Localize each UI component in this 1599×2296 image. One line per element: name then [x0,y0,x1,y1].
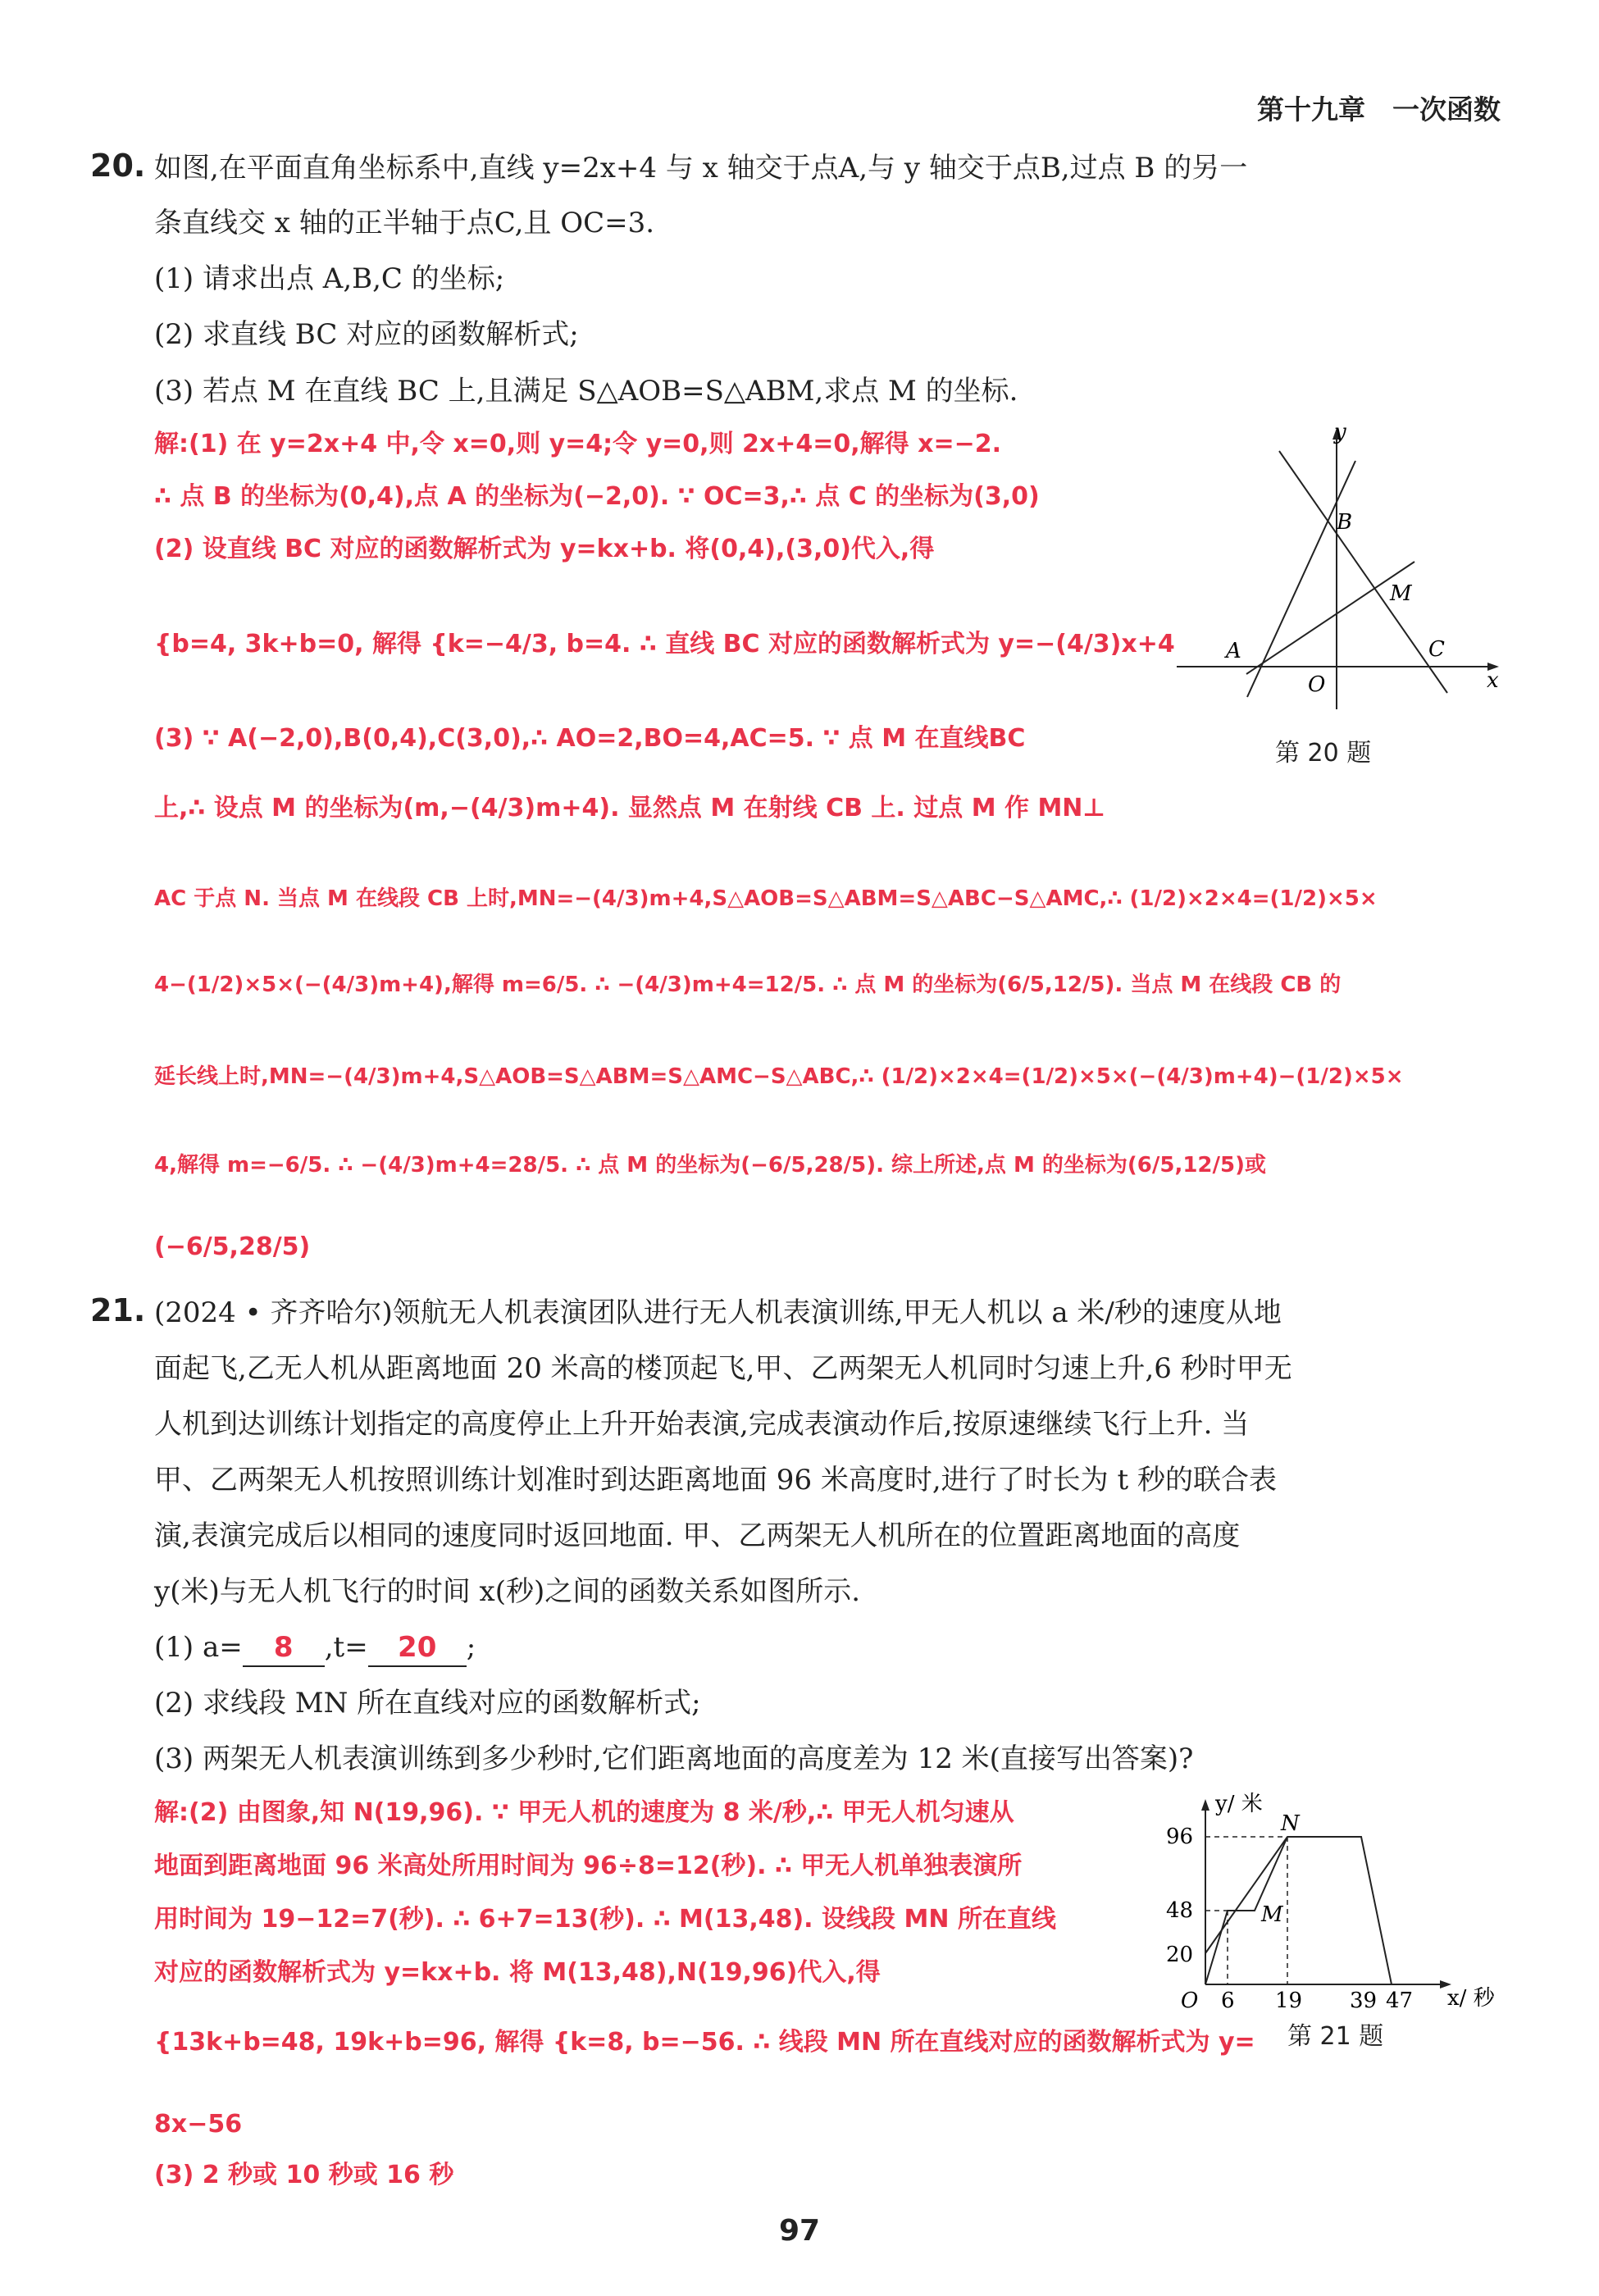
q21-answer-a: 8 [243,1629,325,1667]
line-am [1246,562,1414,674]
line-ab [1247,461,1355,697]
chapter-header: 第十九章 一次函数 [1257,93,1501,125]
fig21-y-tick: 96 [1166,1824,1194,1849]
fig21-x-tick: 19 [1275,1988,1303,2013]
q21-part1 [154,1629,476,1667]
q21-stem-line: 面起飞,乙无人机从距离地面 20 米高的楼顶起飞,甲、乙两架无人机同时匀速上升,6 秒时甲无 [154,1352,1292,1385]
q21-solution-line: {13k+b=48, 19k+b=96, 解得 {k=8, b=−56. ∴ 线段 MN 所在直线对应的函数解析式为 y= [154,2028,1255,2057]
q21-stem-line: 人机到达训练计划指定的高度停止上升开始表演,完成表演动作后,按原速继续飞行上升. 当 [154,1408,1250,1441]
fig21-x-tick: 39 [1350,1988,1378,2013]
q21-stem-line: 甲、乙两架无人机按照训练计划准时到达距离地面 96 米高度时,进行了时长为 t 秒的联合表 [154,1464,1277,1496]
q21-stem-line: 演,表演完成后以相同的速度同时返回地面. 甲、乙两架无人机所在的位置距离地面的高度 [154,1519,1241,1552]
fig21-y-label: y/ 米 [1215,1792,1263,1816]
q21-solution-line: (3) 2 秒或 10 秒或 16 秒 [154,2161,454,2189]
fig21-x-tick: 47 [1386,1988,1414,2013]
fig20-x-label: x [1487,668,1499,693]
q21-figure [1156,1788,1517,2013]
q20-stem-line1: 如图,在平面直角坐标系中,直线 y=2x+4 与 x 轴交于点A,与 y 轴交于点B,过点 B 的另一 [154,152,1248,184]
fig21-point-n: N [1281,1811,1300,1836]
q20-part3: (3) 若点 M 在直线 BC 上,且满足 S△AOB=S△ABM,求点 M 的坐标. [154,375,1018,408]
q20-solution-line: 4,解得 m=−6/5. ∴ −(4/3)m+4=28/5. ∴ 点 M 的坐标为(−6/5,28/5). 综上所述,点 M 的坐标为(6/5,12/5)或 [154,1153,1266,1178]
drone-yi-path [1205,1837,1287,1953]
page-number: 97 [778,2214,821,2248]
fig21-y-axis-arrow-icon [1201,1799,1210,1811]
q20-solution-line: {b=4, 3k+b=0, 解得 {k=−4/3, b=4. ∴ 直线 BC 对应的函数解析式为 y=−(4/3)x+4 [154,630,1175,658]
fig20-origin: O [1308,672,1326,697]
fig21-point-m: M [1261,1902,1283,1927]
q21-part1-prefix: (1) a= [154,1631,243,1664]
q20-figure-caption: 第 20 题 [1275,739,1372,768]
fig20-point-b: B [1337,510,1353,535]
q20-part1: (1) 请求出点 A,B,C 的坐标; [154,262,505,295]
fig20-y-label: y [1334,420,1346,444]
q20-solution-line: (2) 设直线 BC 对应的函数解析式为 y=kx+b. 将(0,4),(3,0)代入,得 [154,535,935,563]
q20-solution-line: 解:(1) 在 y=2x+4 中,令 x=0,则 y=4;令 y=0,则 2x+4=0,解得 x=−2. [154,430,1001,458]
q21-solution-line: 对应的函数解析式为 y=kx+b. 将 M(13,48),N(19,96)代入,得 [154,1958,881,1987]
q21-figure-caption: 第 21 题 [1287,2022,1384,2051]
fig21-y-tick: 20 [1166,1943,1194,1967]
q20-stem-line2: 条直线交 x 轴的正半轴于点C,且 OC=3. [154,207,655,239]
q20-part2: (2) 求直线 BC 对应的函数解析式; [154,318,579,351]
q20-solution-line: (−6/5,28/5) [154,1232,311,1261]
q21-solution-line: 用时间为 19−12=7(秒). ∴ 6+7=13(秒). ∴ M(13,48). 设线段 MN 所在直线 [154,1905,1056,1934]
fig21-origin: O [1181,1988,1199,2013]
q21-part1-end: ; [466,1631,476,1664]
fig20-point-m: M [1390,581,1412,606]
fig20-point-a: A [1226,639,1241,663]
q20-figure [1168,418,1513,713]
q21-answer-t: 20 [368,1629,467,1667]
shared-path [1287,1837,1392,1984]
q21-number: 21. [90,1292,146,1328]
q20-solution-line: ∴ 点 B 的坐标为(0,4),点 A 的坐标为(−2,0). ∵ OC=3,∴ 点 C 的坐标为(3,0) [154,482,1040,511]
q20-number: 20. [90,148,146,184]
q21-part3: (3) 两架无人机表演训练到多少秒时,它们距离地面的高度差为 12 米(直接写出答案)? [154,1742,1194,1775]
fig21-x-label: x/ 秒 [1447,1986,1495,2011]
q21-part2: (2) 求线段 MN 所在直线对应的函数解析式; [154,1687,701,1720]
q21-solution-line: 解:(2) 由图象,知 N(19,96). ∵ 甲无人机的速度为 8 米/秒,∴ 甲无人机匀速从 [154,1798,1014,1827]
q20-solution-line: 4−(1/2)×5×(−(4/3)m+4),解得 m=6/5. ∴ −(4/3)m+4=12/5. ∴ 点 M 的坐标为(6/5,12/5). 当点 M 在线段 CB 的 [154,973,1342,997]
q21-solution-line: 地面到距离地面 96 米高处所用时间为 96÷8=12(秒). ∴ 甲无人机单独表演所 [154,1852,1023,1880]
q20-solution-line: 上,∴ 设点 M 的坐标为(m,−(4/3)m+4). 显然点 M 在射线 CB 上. 过点 M 作 MN⊥ [154,794,1105,822]
fig21-x-tick: 6 [1221,1988,1235,2013]
q20-solution-line: (3) ∵ A(−2,0),B(0,4),C(3,0),∴ AO=2,BO=4,AC=5. ∵ 点 M 在直线BC [154,724,1026,753]
fig20-point-c: C [1428,637,1445,662]
q21-part1-mid: ,t= [324,1631,368,1664]
q20-solution-line: AC 于点 N. 当点 M 在线段 CB 上时,MN=−(4/3)m+4,S△AOB=S△ABM=S△ABC−S△AMC,∴ (1/2)×2×4=(1/2)×5× [154,886,1378,911]
fig21-y-tick: 48 [1166,1898,1194,1923]
q21-stem-line: (2024 • 齐齐哈尔)领航无人机表演团队进行无人机表演训练,甲无人机以 a 米/秒的速度从地 [154,1296,1282,1329]
q21-solution-line: 8x−56 [154,2110,243,2139]
q20-solution-line: 延长线上时,MN=−(4/3)m+4,S△AOB=S△ABM=S△AMC−S△ABC,∴ (1/2)×2×4=(1/2)×5×(−(4/3)m+4)−(1/2)×5× [154,1064,1404,1089]
q21-stem-line: y(米)与无人机飞行的时间 x(秒)之间的函数关系如图所示. [154,1575,861,1608]
